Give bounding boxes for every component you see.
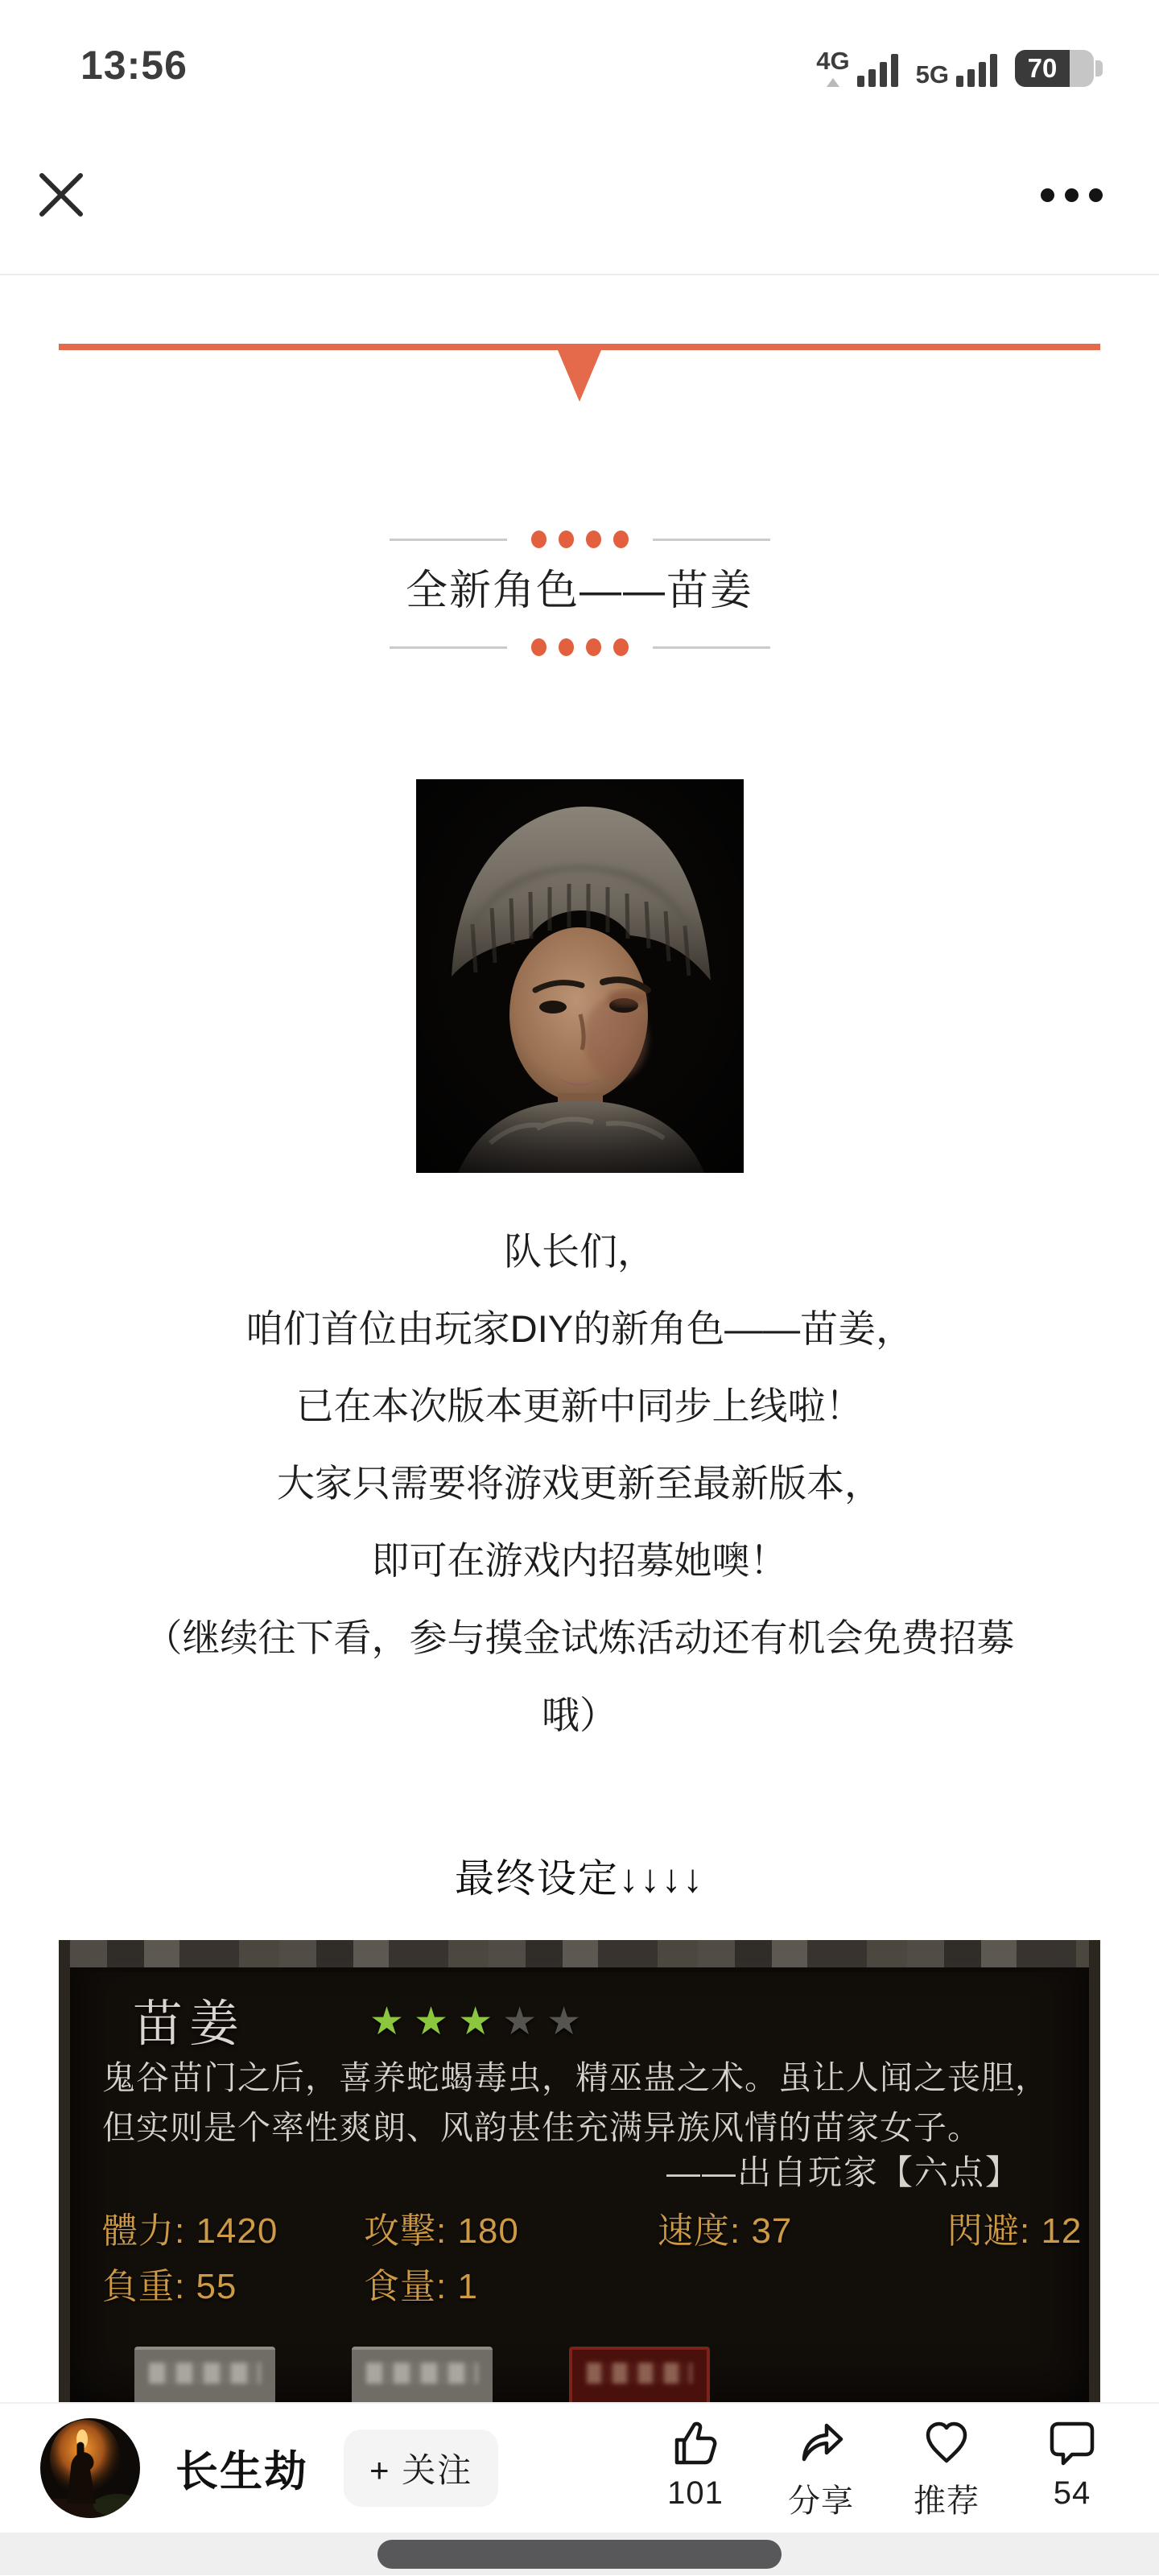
gesture-area (0, 2533, 1159, 2575)
stats-row-2 (70, 2257, 1089, 2309)
card-button-3 (569, 2347, 710, 2402)
share-button[interactable] (776, 2416, 866, 2521)
stat-dodge: 閃避: 12 (947, 2211, 1083, 2251)
paragraph-line: 队长们， (504, 1230, 655, 1273)
star-empty-icon: ★ (547, 2000, 592, 2043)
footer-actions (650, 2416, 1117, 2521)
final-settings-header: 最终设定↓↓↓↓ (454, 1857, 704, 1901)
comment-count: 54 (1053, 2475, 1091, 2511)
more-button[interactable] (1037, 180, 1106, 210)
character-attribution: ——出自玩家【六点】 (666, 2153, 1021, 2191)
network-5g-label: 5G (915, 60, 949, 89)
battery-icon (1015, 50, 1103, 87)
star-filled-icon: ★ (458, 2000, 503, 2043)
signal-4g (816, 48, 897, 87)
character-portrait-image (416, 779, 744, 1173)
status-icons (816, 48, 1103, 89)
paragraph-line: 即可在游戏内招募她噢！ (371, 1539, 788, 1582)
battery-level: 70 (1015, 50, 1070, 87)
article-body (0, 1213, 1159, 1754)
avatar-image (40, 2418, 140, 2518)
bottom-action-bar (0, 2402, 1159, 2533)
status-time: 13:56 (80, 43, 188, 88)
nav-bar (0, 95, 1159, 275)
more-dots-icon (1041, 188, 1054, 202)
section-decoration-top (0, 530, 1159, 548)
accent-divider (59, 344, 1100, 350)
like-count: 101 (667, 2475, 724, 2511)
paragraph-line: 咱们首位由玩家DIY的新角色——苗姜， (245, 1307, 914, 1350)
character-description: 鬼谷苗门之后，喜养蛇蝎毒虫，精巫蛊之术。虽让人闻之丧胆， 但实则是个率性爽朗、风韵甚佳充满异族风情的苗家女子。 (102, 2059, 1049, 2146)
section-decoration-bottom (0, 638, 1159, 656)
signal-5g (916, 54, 997, 87)
status-bar (0, 0, 1159, 95)
star-empty-icon: ★ (502, 2000, 547, 2043)
stat-speed: 速度: 37 (658, 2211, 793, 2251)
close-icon (35, 169, 87, 221)
comment-button[interactable] (1027, 2416, 1117, 2521)
signal-bars-5g-icon (956, 54, 997, 87)
paragraph-line: 哦） (542, 1694, 617, 1736)
paragraph-line: 已在本次版本更新中同步上线啦！ (295, 1385, 864, 1427)
card-button-2 (352, 2347, 493, 2402)
comment-icon (1046, 2416, 1099, 2469)
card-button-1 (134, 2347, 275, 2402)
network-4g-label: 4G (816, 47, 850, 75)
character-name: 苗姜 (133, 1996, 246, 2052)
stats-row-1 (70, 2202, 1089, 2253)
recommend-button[interactable] (901, 2416, 992, 2521)
home-indicator[interactable] (377, 2540, 782, 2569)
stat-food: 食量: 1 (364, 2267, 478, 2306)
stat-load: 負重: 55 (102, 2267, 237, 2306)
signal-bars-4g-icon (857, 54, 898, 87)
down-triangle-icon (558, 350, 601, 402)
stat-hp: 體力: 1420 (102, 2211, 278, 2251)
stat-attack: 攻擊: 180 (364, 2211, 519, 2251)
recommend-label: 推荐 (914, 2483, 980, 2519)
follow-button[interactable]: + 关注 (344, 2429, 498, 2507)
share-icon (794, 2416, 848, 2469)
avatar[interactable] (40, 2418, 140, 2518)
author-name[interactable]: 长生劫 (175, 2448, 308, 2496)
character-portrait (0, 779, 1159, 1173)
star-filled-icon: ★ (414, 2000, 459, 2043)
thumbs-up-icon (669, 2416, 722, 2469)
game-screenshot-card (59, 1940, 1100, 2402)
card-texture-border (70, 1940, 1089, 1972)
like-button[interactable] (650, 2416, 740, 2521)
data-arrow-icon (827, 78, 839, 87)
star-rating (369, 2000, 592, 2043)
paragraph-line: （继续往下看，参与摸金试炼活动还有机会免费招募 (144, 1616, 1015, 1659)
card-buttons-cropped (70, 2347, 1089, 2402)
share-label: 分享 (788, 2483, 854, 2519)
star-filled-icon: ★ (369, 2000, 415, 2043)
close-button[interactable] (35, 169, 87, 221)
heart-icon (920, 2416, 973, 2469)
section-title: 全新角色——苗姜 (405, 568, 753, 614)
paragraph-line: 大家只需要将游戏更新至最新版本， (277, 1462, 882, 1505)
